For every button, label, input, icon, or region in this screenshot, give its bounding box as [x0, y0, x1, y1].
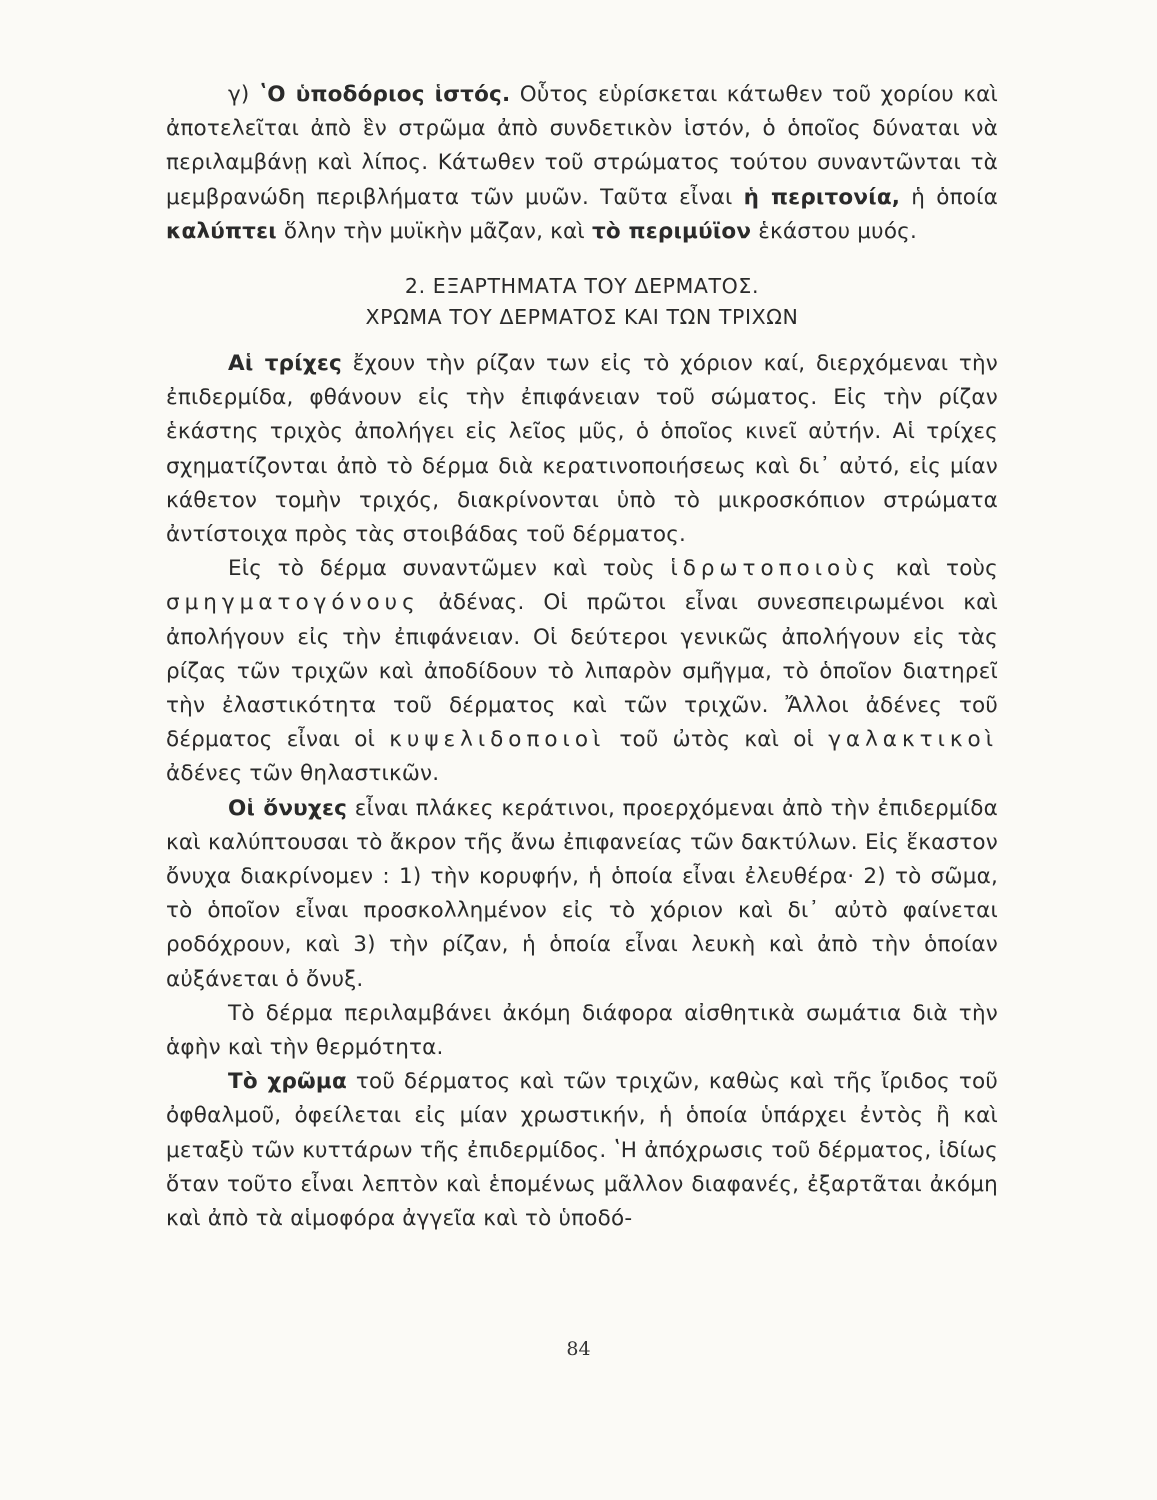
item-label: γ): [228, 82, 250, 107]
paragraph-glands: [166, 552, 998, 791]
section-heading: [166, 271, 998, 333]
paragraph-text: τοῦ δέρματος καὶ τῶν τριχῶν, καθὼς καὶ τῆς ἴριδος τοῦ ὀφθαλμοῦ, ὀφείλεται εἰς μίαν χρωστικήν, ἡ ὁποία ὑπάρχει ἐντὸς ἢ καὶ μεταξὺ τῶν κυττάρων τῆς ἐπιδερμίδος. ʽΗ ἀπόχρωσις τοῦ δέρματος, ἰδίως ὅταν τοῦτο εἶναι λεπτὸν καὶ ἑπομένως μᾶλλον διαφανές, ἐξαρτᾶται ἀκόμη καὶ ἀπὸ τὰ αἱμοφόρα ἀγγεῖα καὶ τὸ ὑποδό-: [166, 1069, 998, 1232]
body-text: [166, 78, 998, 1236]
term-covers: καλύπτει: [166, 218, 277, 244]
paragraph-color: [166, 1065, 998, 1236]
paragraph-text: ἀδένας. Οἱ πρῶτοι εἶναι συνεσπειρωμένοι καὶ ἀπολήγουν εἰς τὴν ἐπιφάνειαν. Οἱ δεύτεροι γενικῶς ἀπολήγουν εἰς τὰς ρίζας τῶν τριχῶν καὶ ἀποδίδουν τὸ λιπαρὸν σμῆγμα, τὸ ὁποῖον διατηρεῖ τὴν ἐλαστικότητα τοῦ δέρματος καὶ τῶν τριχῶν. Ἄλλοι ἀδένες τοῦ δέρματος εἶναι οἱ: [166, 590, 998, 753]
paragraph-text: εἶναι πλάκες κεράτινοι, προερχόμεναι ἀπὸ τὴν ἐπιδερμίδα καὶ καλύπτουσαι τὸ ἄκρον τῆς ἄνω ἐπιφανείας τῶν δακτύλων. Εἰς ἕκαστον ὄνυχα διακρίνομεν : 1) τὴν κορυφήν, ἡ ὁποία εἶναι ἐλευθέρα· 2) τὸ σῶμα, τὸ ὁποῖον εἶναι προσκολλημένον εἰς τὸ χόριον καὶ δι᾽ αὐτὸ φαίνεται ροδόχρουν, καὶ 3) τὴν ρίζαν, ἡ ὁποία εἶναι λευκὴ καὶ ἀπὸ τὴν ὁποίαν αὐξάνεται ὁ ὄνυξ.: [166, 795, 998, 992]
term-subcutaneous-tissue: ʽΟ ὑποδόριος ἱστός.: [258, 82, 511, 107]
paragraph-text: ὅλην τὴν μυϊκὴν μᾶζαν, καὶ: [276, 218, 592, 244]
paragraph-text: τοῦ ὠτὸς καὶ οἱ: [605, 727, 829, 753]
term-peritonia: ἡ περιτονία,: [743, 184, 901, 210]
term-sebaceous-glands: σμηγματογόνους: [166, 590, 420, 616]
paragraph-text: ἔχουν τὴν ρίζαν των εἰς τὸ χόριον καί, διερχόμεναι τὴν ἐπιδερμίδα, φθάνουν εἰς τὴν ἐπιφάνειαν τοῦ σώματος. Εἰς τὴν ρίζαν ἑκάστης τριχὸς ἀπολήγει εἰς λεῖος μῦς, ὁ ὁποῖος κινεῖ αὐτήν. Αἱ τρίχες σχηματίζονται ἀπὸ τὸ δέρμα διὰ κερατινοποιήσεως καὶ δι᾽ αὐτό, εἰς μίαν κάθετον τομὴν τριχός, διακρίνονται ὑπὸ τὸ μικροσκόπιον στρώματα ἀντίστοιχα πρὸς τὰς στοιβάδας τοῦ δέρματος.: [166, 351, 998, 548]
term-color: Τὸ χρῶμα: [228, 1069, 347, 1095]
heading-line-2: ΧΡΩΜΑ ΤΟΥ ΔΕΡΜΑΤΟΣ ΚΑΙ ΤΩΝ ΤΡΙΧΩΝ: [365, 305, 799, 330]
paragraph-text: Εἰς τὸ δέρμα συναντῶμεν καὶ τοὺς: [228, 556, 671, 582]
paragraph-text: ἑκάστου μυός.: [751, 218, 918, 244]
term-sweat-glands: ἱδρωτοποιοὺς: [670, 556, 881, 582]
term-mammary-glands: γαλακτικοὶ: [828, 727, 998, 753]
page-number: 84: [566, 1338, 591, 1360]
paragraph-text: καὶ τοὺς: [880, 556, 999, 582]
term-ceruminous-glands: κυψελιδοποιοὶ: [389, 727, 606, 753]
term-perimysium: τὸ περιμύϊον: [591, 218, 752, 244]
paragraph-subcutaneous-tissue: [166, 78, 998, 249]
paragraph-text: Τὸ δέρμα περιλαμβάνει ἀκόμη διάφορα αἰσθητικὰ σωμάτια διὰ τὴν ἁφὴν καὶ τὴν θερμότητα.: [166, 1000, 998, 1061]
heading-line-1: 2. ΕΞΑΡΤΗΜΑΤΑ ΤΟΥ ΔΕΡΜΑΤΟΣ.: [404, 274, 760, 299]
term-hair: Αἱ τρίχες: [228, 351, 342, 377]
paragraph-text: Οὗτος εὑρίσκεται κάτωθεν τοῦ χορίου καὶ ἀποτελεῖται ἀπὸ ἓν στρῶμα ἀπὸ συνδετικὸν ἱστόν, ὁ ὁποῖος δύναται νὰ περιλαμβάνῃ καὶ λίπος. Κάτωθεν τοῦ στρώματος τούτου συναντῶνται τὰ μεμβρανώδη περιβλήματα τῶν μυῶν. Ταῦτα εἶναι: [166, 82, 998, 210]
paragraph-text: ἡ ὁποία: [900, 184, 998, 210]
paragraph-nails: [166, 792, 998, 997]
term-nails: Οἱ ὄνυχες: [228, 795, 348, 821]
paragraph-hair: [166, 347, 998, 552]
paragraph-sensory: [166, 997, 998, 1065]
paragraph-text: ἀδένες τῶν θηλαστικῶν.: [166, 761, 440, 787]
